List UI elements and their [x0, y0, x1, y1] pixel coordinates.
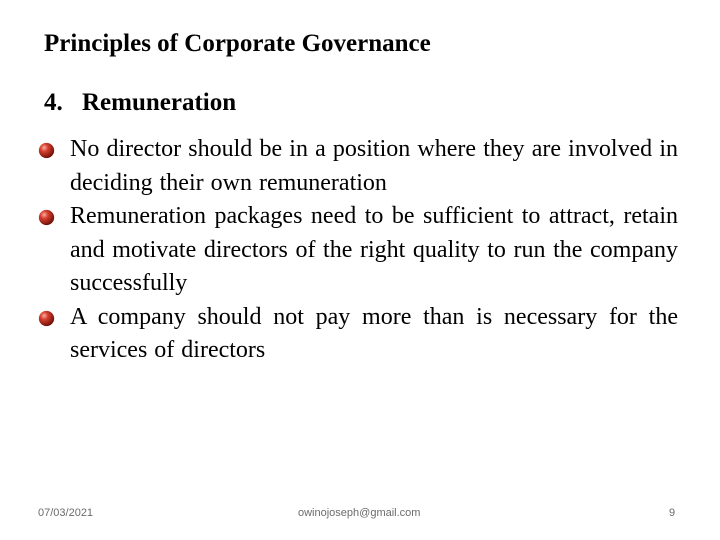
bullet-text: Remuneration packages need to be sufficient to attract, retain and motivate directors of the right quality to run the company successfully: [70, 203, 678, 296]
bullet-text: A company should not pay more than is necessary for the services of directors: [70, 303, 678, 363]
bullet-list: [38, 133, 678, 368]
section-heading-text: Remuneration: [82, 89, 237, 116]
red-sphere-bullet-icon: [38, 142, 55, 159]
bullet-text: No director should be in a position where they are involved in deciding their own remuneration: [70, 136, 678, 196]
bullet-item: [38, 133, 678, 200]
red-sphere-bullet-icon: [38, 310, 55, 327]
section-number: 4.: [44, 89, 63, 116]
red-sphere-bullet-icon: [38, 209, 55, 226]
footer-date: 07/03/2021: [38, 507, 94, 519]
bullet-item: [38, 200, 678, 301]
section-heading: [44, 89, 236, 117]
slide-title: Principles of Corporate Governance: [44, 30, 431, 57]
footer-email: owinojoseph@gmail.com: [298, 507, 421, 519]
footer-page-number: 9: [669, 507, 676, 519]
bullet-item: [38, 301, 678, 368]
